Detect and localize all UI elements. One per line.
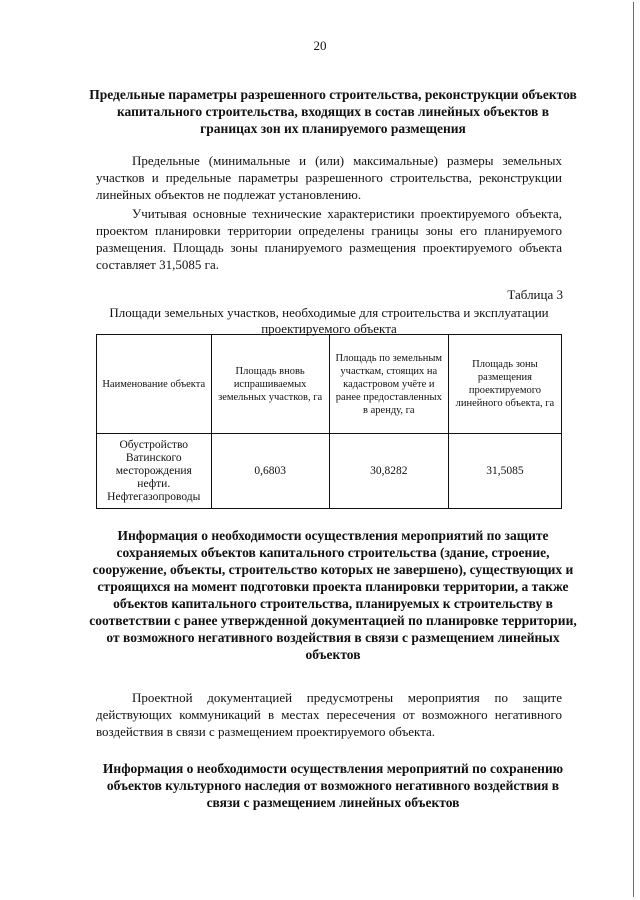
table-header-row: [97, 335, 562, 434]
land-area-table: [96, 334, 562, 509]
cell-cadastral-area: 30,8282: [329, 434, 448, 509]
cell-object-name: Обустройство Ватинского месторождения нефти. Нефтегазопроводы: [97, 434, 212, 509]
header-object-name: Наименование объекта: [97, 335, 212, 434]
paragraph-limits: Предельные (минимальные и (или) максимальные) размеры земельных участков и предельные параметры разрешенного строительства, реконструкции линейных объектов не подлежат установлению.: [96, 153, 562, 202]
paragraph-protection-measures: Проектной документацией предусмотрены мероприятия по защите действующих коммуникаций в местах пересечения от возможного негативного воздействия в связи с размещением проектируемого объекта.: [96, 690, 562, 739]
header-cadastral-area: Площадь по земельным участкам, стоящих на кадастровом учёте и ранее предоставленных в аренду, га: [329, 335, 448, 434]
cell-zone-area: 31,5085: [448, 434, 561, 509]
header-new-plots-area: Площадь вновь испрашиваемых земельных участков, га: [211, 335, 329, 434]
table-row: [97, 434, 562, 509]
table-label: Таблица 3: [507, 287, 563, 302]
header-zone-area: Площадь зоны размещения проектируемого линейного объекта, га: [448, 335, 561, 434]
section-heading-cultural-heritage: Информация о необходимости осуществления мероприятий по сохранению объектов культурного наследия от возможного негативного воздействия в связи с размещением линейных объектов: [102, 761, 564, 810]
section-heading-parameters: Предельные параметры разрешенного строительства, реконструкции объектов капитального строительства, входящих в состав линейных объектов в границах зон их планируемого размещения: [89, 87, 577, 136]
cell-new-plots-area: 0,6803: [211, 434, 329, 509]
paragraph-zone-area: Учитывая основные технические характеристики проектируемого объекта, проектом планировки территории определены границы зоны его планируемого размещения. Площадь зоны планируемого размещения проектируемого объекта составляет 31,5085 га.: [96, 206, 562, 272]
page-edge-line: [633, 2, 634, 897]
section-heading-protection-measures: Информация о необходимости осуществления мероприятий по защите сохраняемых объектов капитального строительства (здание, строение, сооружение, объекты, строительство которых не завершено), существующих и строящихся на момент подготовки проекта планировки территории, а также объектов капитального строительства, планируемых к строительству в соответствии с ранее утвержденной документацией по планировке территории, от возможного негативного воздействия в связи с размещением линейных объектов: [89, 528, 577, 662]
page-number: 20: [313, 38, 327, 53]
table-caption: Площади земельных участков, необходимые для строительства и эксплуатации проектируемого объекта: [109, 305, 549, 336]
